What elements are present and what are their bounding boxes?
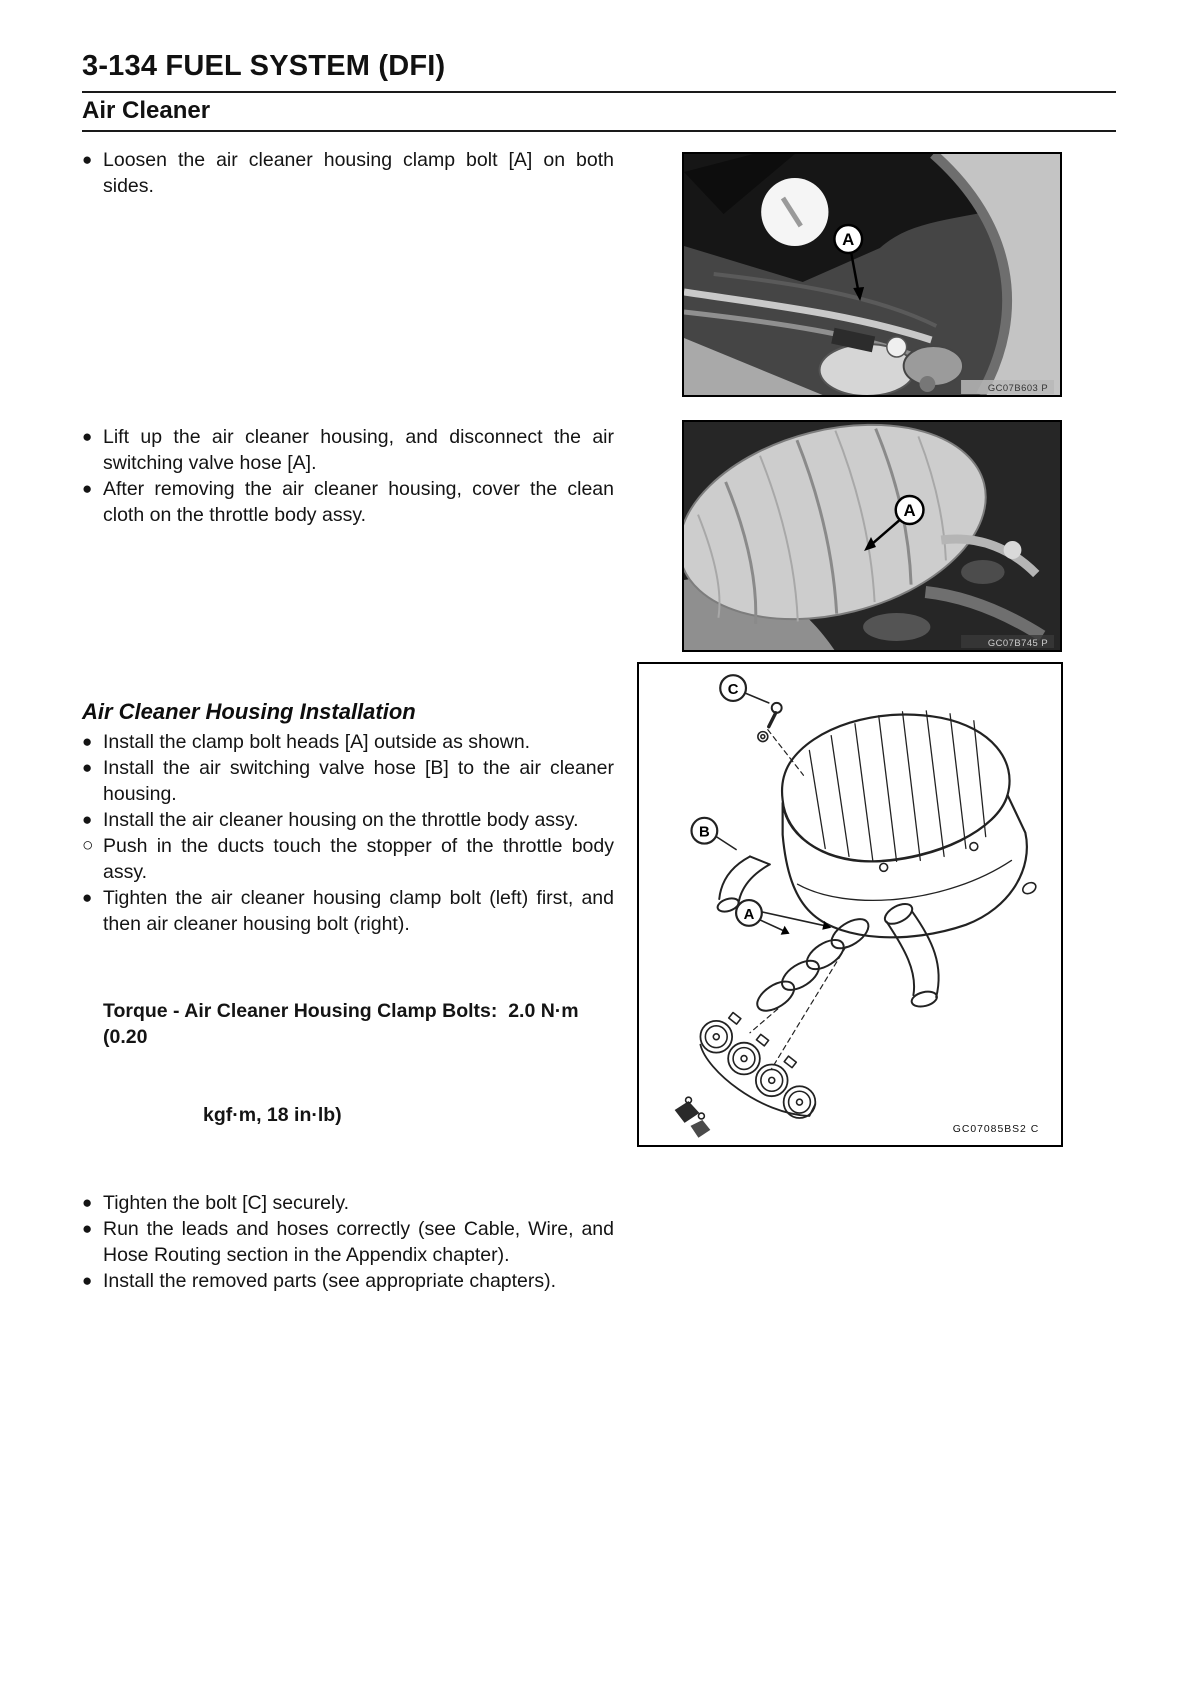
bullet-icon: ● — [82, 810, 93, 829]
instruction-item — [82, 833, 614, 885]
callout-a-label: A — [842, 229, 855, 250]
bullet-icon: ● — [82, 888, 93, 907]
page-title: 3-134 FUEL SYSTEM (DFI) — [82, 50, 446, 82]
instruction-item — [82, 147, 614, 199]
installation-section — [82, 697, 614, 1294]
right-duct-hose-shape — [882, 900, 939, 1009]
instruction-item — [82, 476, 614, 528]
air-cleaner-housing-drawing — [782, 711, 1038, 938]
callout-a-label: A — [743, 906, 755, 923]
bullet-icon: ● — [82, 758, 93, 777]
instruction-item — [82, 885, 614, 937]
instruction-text: Install the air switching valve hose [B] to the air cleaner housing. — [103, 757, 614, 805]
instruction-text: After removing the air cleaner housing, cover the clean cloth on the throttle body assy. — [103, 478, 614, 526]
figure-diagram-housing-installation — [637, 662, 1063, 1147]
instruction-text: Tighten the bolt [C] securely. — [103, 1192, 350, 1214]
instruction-item — [82, 1268, 614, 1294]
callout-c-label: C — [727, 681, 739, 698]
callout-a-circle — [736, 900, 762, 926]
instruction-text: Tighten the air cleaner housing clamp bolt (left) first, and then air cleaner housing bolt (right). — [103, 887, 614, 935]
torque-spec — [82, 946, 614, 1180]
divider — [82, 91, 1116, 93]
instruction-text: Install the removed parts (see appropriate chapters). — [103, 1270, 557, 1292]
bolt-c-shape — [769, 703, 782, 727]
callout-b-circle — [692, 818, 718, 844]
instruction-text: Install the air cleaner housing on the throttle body assy. — [103, 809, 579, 831]
removal-step-group-1 — [82, 147, 614, 199]
bullet-icon: ● — [82, 150, 93, 169]
callout-c-circle — [720, 675, 746, 701]
instruction-text: Lift up the air cleaner housing, and disconnect the air switching valve hose [A]. — [103, 426, 614, 474]
instruction-text: Run the leads and hoses correctly (see Cable, Wire, and Hose Routing section in the Appendix chapter). — [103, 1218, 614, 1266]
bullet-icon: ● — [82, 732, 93, 751]
figure-code: GC07B745 P — [987, 637, 1049, 650]
bullet-icon: ● — [82, 1193, 93, 1212]
instruction-item — [82, 755, 614, 807]
callout-a-circle — [896, 496, 924, 524]
instruction-text: Install the clamp bolt heads [A] outside as shown. — [103, 731, 531, 753]
instruction-item — [82, 1190, 614, 1216]
instruction-item — [82, 1216, 614, 1268]
bullet-icon: ● — [82, 479, 93, 498]
instruction-text: Loosen the air cleaner housing clamp bolt [A] on both sides. — [103, 149, 614, 197]
figure-photo-clamp-bolt — [682, 152, 1062, 397]
housing-removal-photo — [684, 422, 1060, 650]
installation-heading: Air Cleaner Housing Installation — [82, 699, 416, 724]
callout-a-circle — [834, 225, 862, 253]
bullet-icon: ● — [82, 427, 93, 446]
bullet-icon: ● — [82, 1271, 93, 1290]
instruction-item — [82, 807, 614, 833]
figure-photo-housing-removal — [682, 420, 1062, 652]
torque-spec-line-1: Torque - Air Cleaner Housing Clamp Bolts: 2.0 N·m (0.20 — [103, 1000, 585, 1048]
torque-spec-line-2: kgf·m, 18 in·lb) — [203, 1104, 342, 1126]
figure-code: GC07B603 P — [987, 382, 1049, 395]
instruction-item — [82, 424, 614, 476]
circle-bullet-icon: ○ — [82, 835, 94, 856]
installation-diagram — [639, 664, 1061, 1145]
removal-step-group-2 — [82, 424, 614, 528]
divider — [82, 130, 1116, 132]
instruction-text: Push in the ducts touch the stopper of the throttle body assy. — [103, 835, 614, 883]
instruction-item — [82, 729, 614, 755]
callout-b-label: B — [699, 824, 710, 841]
section-title: Air Cleaner — [82, 97, 211, 124]
clamp-bolt-photo — [684, 154, 1060, 395]
bullet-icon: ● — [82, 1219, 93, 1238]
callout-a-label: A — [903, 500, 916, 521]
figure-code: GC07085BS2 C — [952, 1123, 1040, 1135]
